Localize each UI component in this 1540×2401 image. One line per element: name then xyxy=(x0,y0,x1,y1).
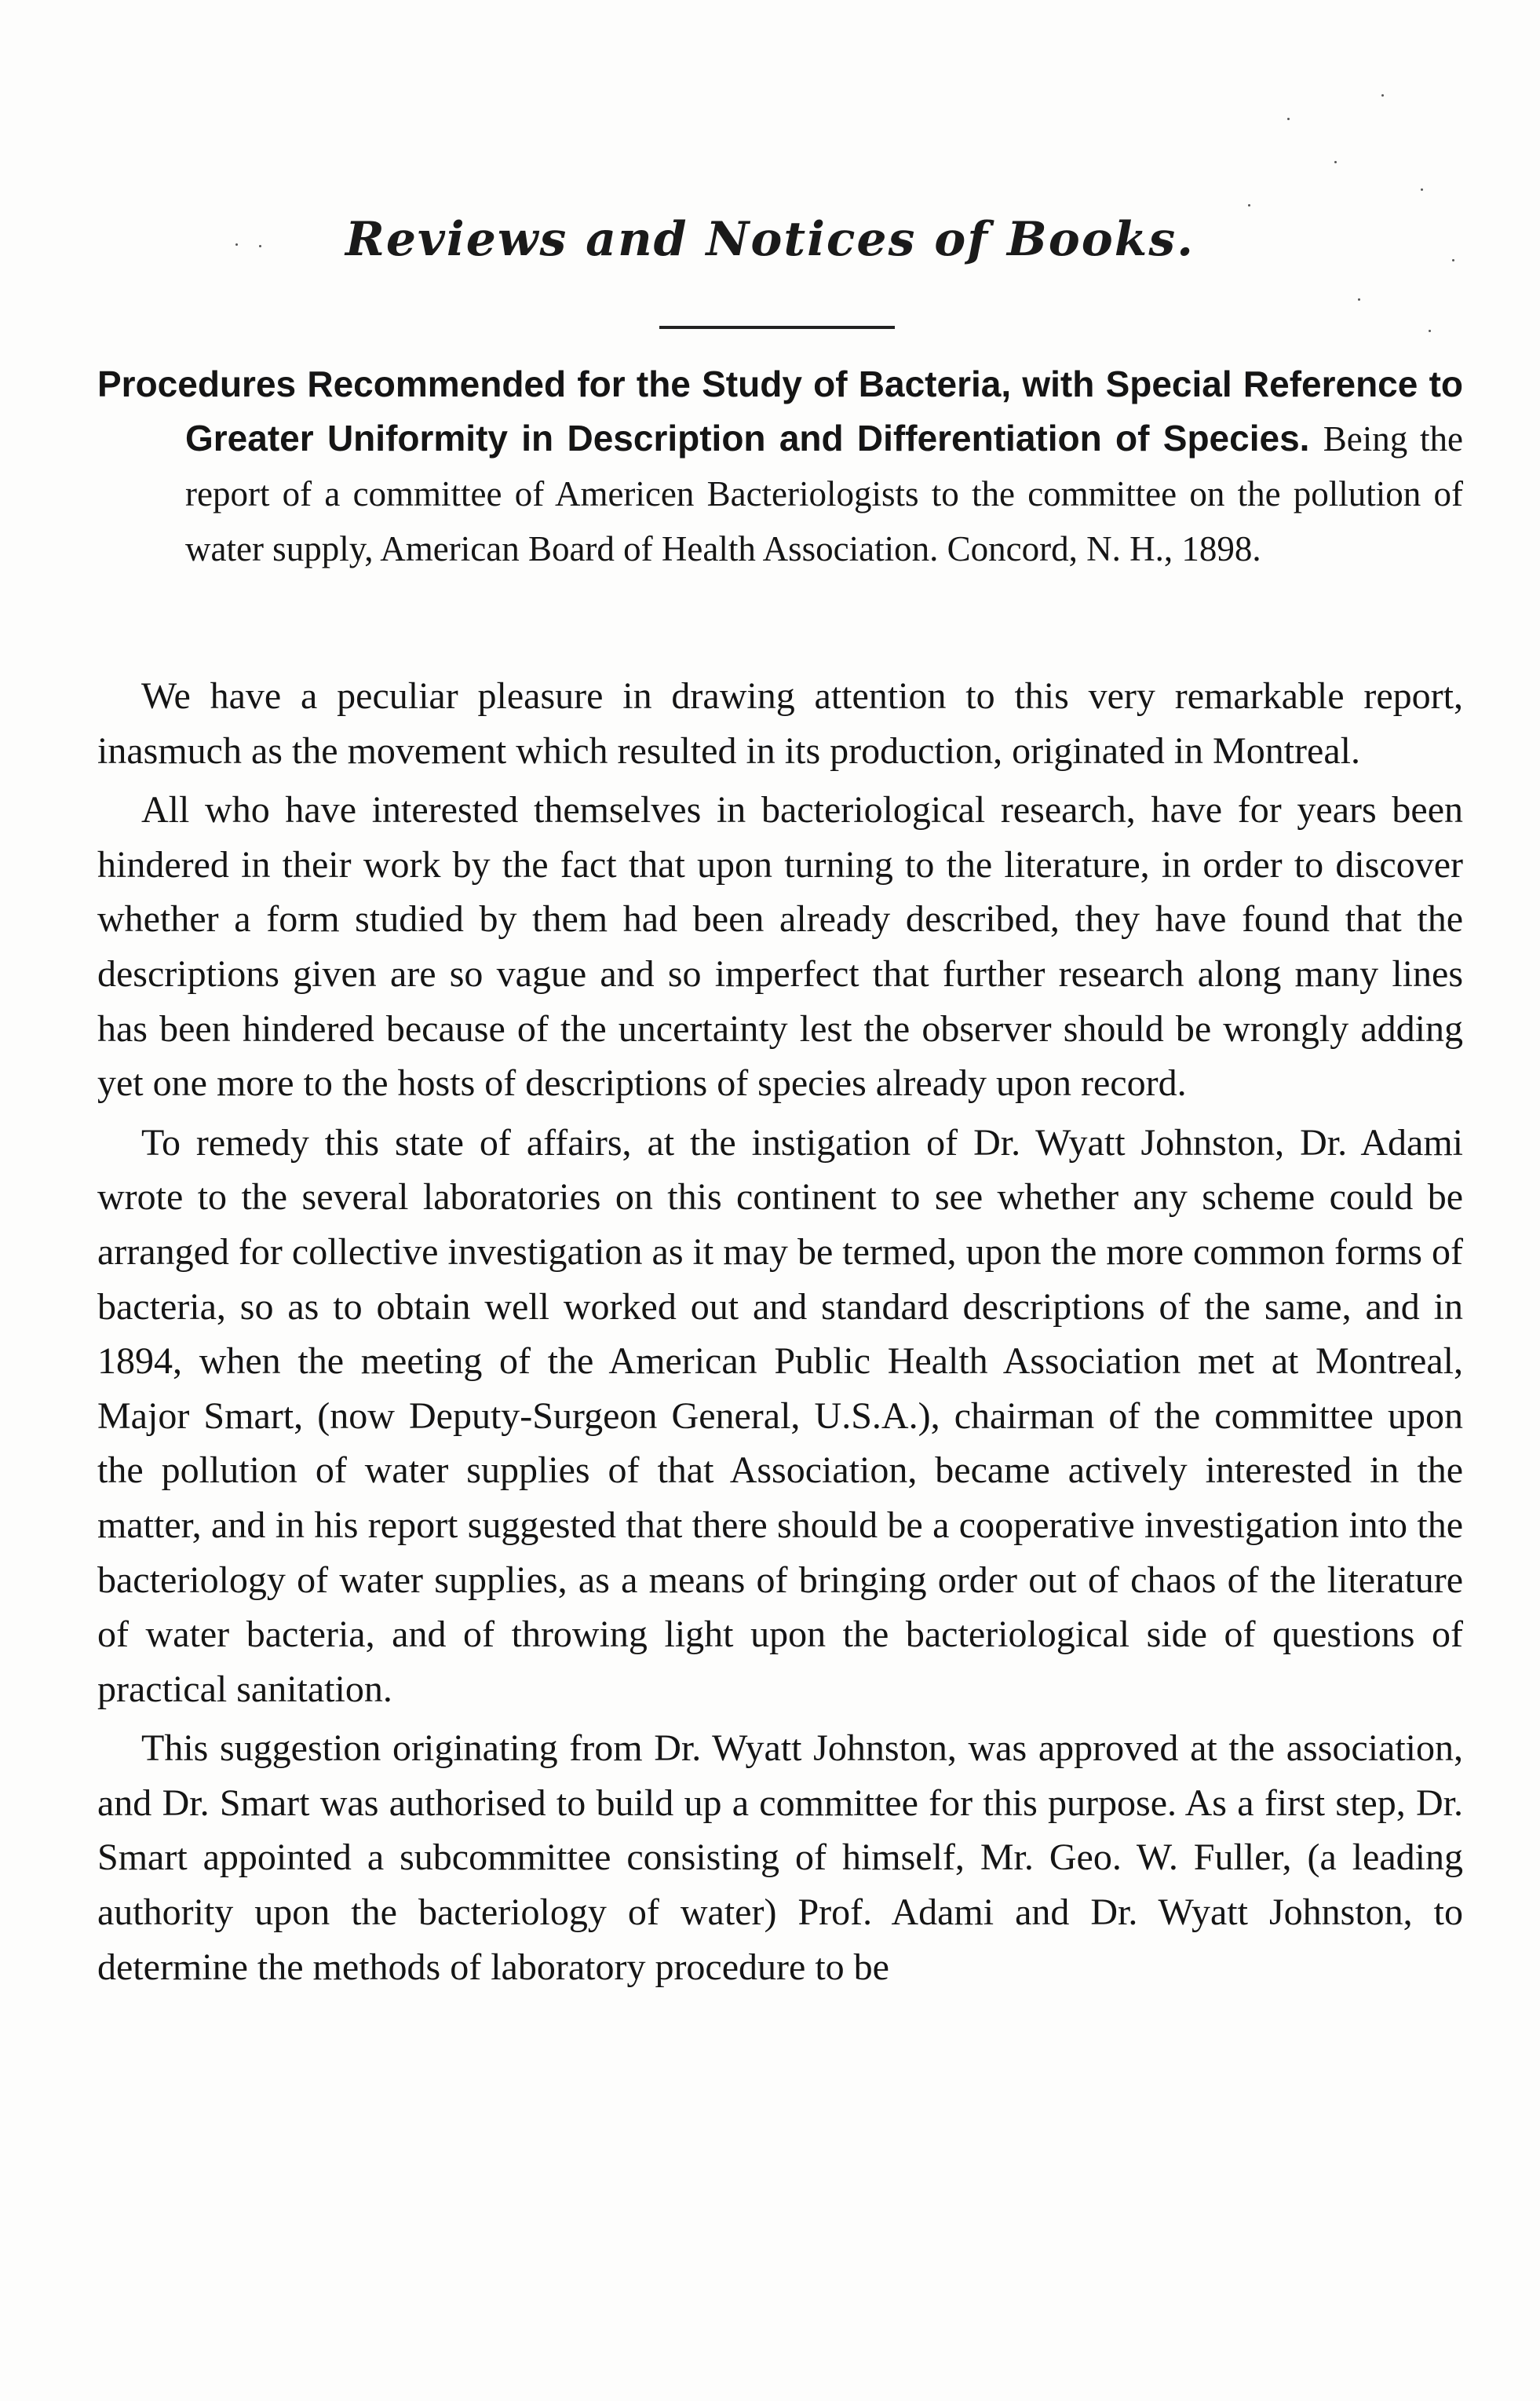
scan-speck xyxy=(1429,330,1431,332)
scan-speck xyxy=(1248,204,1250,206)
section-heading: Reviews and Notices of Books. xyxy=(345,212,1195,267)
paragraph: This suggestion originating from Dr. Wyatt Johnston, was approved at the association, and Dr. Smart was authorised to build up a committee for this purpose. As a first step, Dr. Smart appointed a subcommittee consisting of himself, Mr. Geo. W. Fuller, (a leading authority upon the bacteriology of water) Prof. Adami and Dr. Wyatt Johnston, to determine the methods of laboratory procedure to be xyxy=(97,1727,1463,1988)
book-title: Procedures Recommended for the Study of Bacteria, with Special Reference to Greater Uniformity in Description and Differentiation of Species. xyxy=(97,364,1463,459)
scan-speck xyxy=(1358,298,1360,301)
heading-rule xyxy=(659,326,895,329)
paragraph: To remedy this state of affairs, at the instigation of Dr. Wyatt Johnston, Dr. Adami wrote to the several laboratories on this continent to see whether any scheme could be arranged for collective investigation as it may be termed, upon the more common forms of bacteria, so as to obtain well worked out and standard descriptions of the same, and in 1894, when the meeting of the American Public Health Association met at Montreal, Major Smart, (now Deputy-Surgeon General, U.S.A.), chairman of the committee upon the pollution of water supplies of that Association, became actively interested in the matter, and in his report suggested that there should be a cooperative investigation into the bacteriology of water supplies, as a means of bringing order out of chaos of the literature of water bacteria, and of throwing light upon the bacteriological side of questions of practical sanitation. xyxy=(97,1121,1463,1710)
paragraph: All who have interested themselves in bacteriological research, have for years been hindered in their work by the fact that upon turning to the literature, in order to discover whether a form studied by them had been already described, they have found that the descriptions given are so vague and so imperfect that further research along many lines has been hindered because of the uncertainty lest the observer should be wrongly adding yet one more to the hosts of descriptions of species already upon record. xyxy=(97,789,1463,1105)
book-citation xyxy=(97,357,1463,576)
paragraph: We have a peculiar pleasure in drawing attention to this very remarkable report, inasmuch as the movement which resulted in its production, originated in Montreal. xyxy=(97,675,1463,772)
scan-speck xyxy=(1287,118,1290,120)
scan-speck xyxy=(1452,259,1454,261)
scan-speck xyxy=(1334,161,1337,163)
scan-speck xyxy=(259,245,261,247)
scan-speck xyxy=(235,243,238,246)
scan-speck xyxy=(1381,94,1384,97)
review-body xyxy=(97,669,1463,1999)
scan-speck xyxy=(1421,188,1423,191)
book-details: Being the report of a committee of Americen Bacteriologists to the committee on the pollution of water supply, American Board of Health Association. Concord, N. H., 1898. xyxy=(185,419,1464,568)
